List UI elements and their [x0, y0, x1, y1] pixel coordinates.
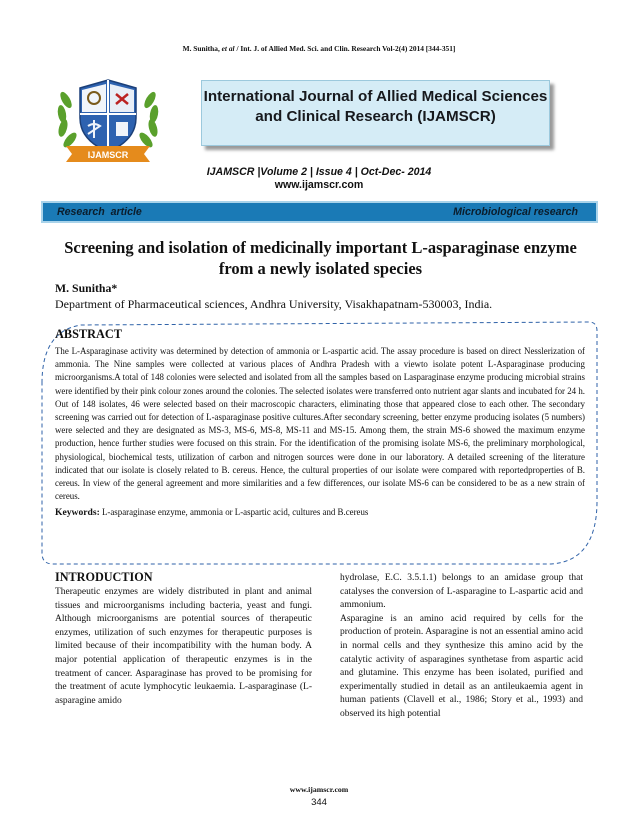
keywords: [55, 506, 585, 519]
journal-logo: [52, 74, 164, 166]
running-head-author: M. Sunitha,: [182, 44, 220, 53]
author-name: M. Sunitha*: [55, 281, 118, 295]
caduceus-laurel-emblem-icon: [52, 74, 164, 166]
abstract-heading: ABSTRACT: [55, 327, 122, 341]
intro-paragraph-asparagine: Asparagine is an amino acid required by cells for the production of protein. Asparagine is not an essential amino acid in normal cells and they synthesize this amino acid by the catalytic activity of asparagines synthetase from aspartic acid and glutamine. This enzyme has been isolated, purified and experimentally studied in detail as an antileukaemia agent in human patients (Clavell et al., 1986; Story et al., 1993) and observed its high potential: [340, 613, 583, 719]
logo-text: IJAMSCR: [87, 150, 129, 160]
journal-website[interactable]: www.ijamscr.com: [274, 179, 364, 191]
category-bar: [41, 201, 598, 223]
running-head: [0, 44, 638, 53]
subject-label: Microbiological research: [453, 206, 578, 218]
journal-title: International Journal of Allied Medical Sciences and Clinical Research (IJAMSCR): [203, 88, 548, 125]
journal-title-box: [201, 80, 550, 146]
volume-line: IJAMSCR |Volume 2 | Issue 4 | Oct-Dec- 2014: [206, 166, 432, 178]
abstract-section: [55, 327, 585, 519]
article-type-label: Research article: [57, 206, 142, 218]
author-affiliation: Department of Pharmaceutical sciences, Andhra University, Visakhapatnam-530003, India.: [55, 297, 493, 311]
intro-left-column: [55, 569, 312, 708]
running-head-citation: / Int. J. of Allied Med. Sci. and Clin. Research Vol-2(4) 2014 [344-351]: [236, 44, 456, 53]
intro-paragraph-continued: hydrolase, E.C. 3.5.1.1) belongs to an amidase group that catalyses the conversion of L-asparagine to L-aspartic acid and ammonium.: [340, 573, 583, 611]
intro-right-column: [340, 572, 583, 722]
article-title: Screening and isolation of medicinally important L-asparaginase enzyme from a newly isolated species: [64, 238, 577, 278]
abstract-text: The L-Asparaginase activity was determined by detection of ammonia or L-aspartic acid. The assay procedure is based on direct Nesslerization of ammonia. The Nine samples were collected at various places of Andhra Pradesh with a viewto isolate potent L-Asparaginase producing microorganisms.A total of 148 colonies were selected and isolated from all the samples based on Lasparaginase enzyme producing microbial strains were identified by their pink colour zones around the colonies. The selected isolates were transferred onto nutrient agar slants and incubated for 24 h. Out of 148 isolates, 46 were selected based on their macroscopic characters, eliminating those that appeared close to each other. The secondary screening was carried out for detection of L-asparaginase positive cultures.After secondary screening, better enzyme producing isolates (5 numbers) were selected and they are designated as MS-3, MS-6, MS-8, MS-11 and MS-15. Among them, the strain MS-6 showed the maximum enzyme production, hence further studies were focused on this strain. For the identification of the promising isolate MS-6, the preliminary morphological, physiological, biochemical tests, utilization of carbon and nitrogen sources were done in our laboratory. A detailed screening of the literature indicated that our isolate is closely related to B. cereus. Hence, the cultural properties of our isolate were compared with reportedproperties of B. cereus. In view of the general agreement and more similarities and a few differences, our isolate MS-6 can be considered to be as a new strain of cereus.: [55, 346, 585, 502]
page-number: 344: [311, 797, 327, 808]
keywords-list: L-asparaginase enzyme, ammonia or L-aspartic acid, cultures and B.cereus: [99, 507, 369, 518]
introduction-heading: INTRODUCTION: [55, 570, 153, 584]
issue-info: [0, 166, 638, 192]
keywords-label: Keywords:: [55, 507, 100, 519]
footer-url[interactable]: www.ijamscr.com: [289, 785, 349, 794]
intro-paragraph: Therapeutic enzymes are widely distributed in plant and animal tissues and microorganisms including bacteria, yeast and fungi. Although microorganisms are potential sources of therapeutic enzymes, utilization of such enzymes for therapeutic purposes is limited because of their incompatibility with the human body. A major potential application of therapeutic enzymes is in the treatment of cancer. Asparaginase has proved to be promising for the treatment of acute lymphocytic leukaemia. L-asparaginase (L-asparagine amido: [55, 587, 312, 706]
running-head-etal: et al: [221, 44, 235, 53]
